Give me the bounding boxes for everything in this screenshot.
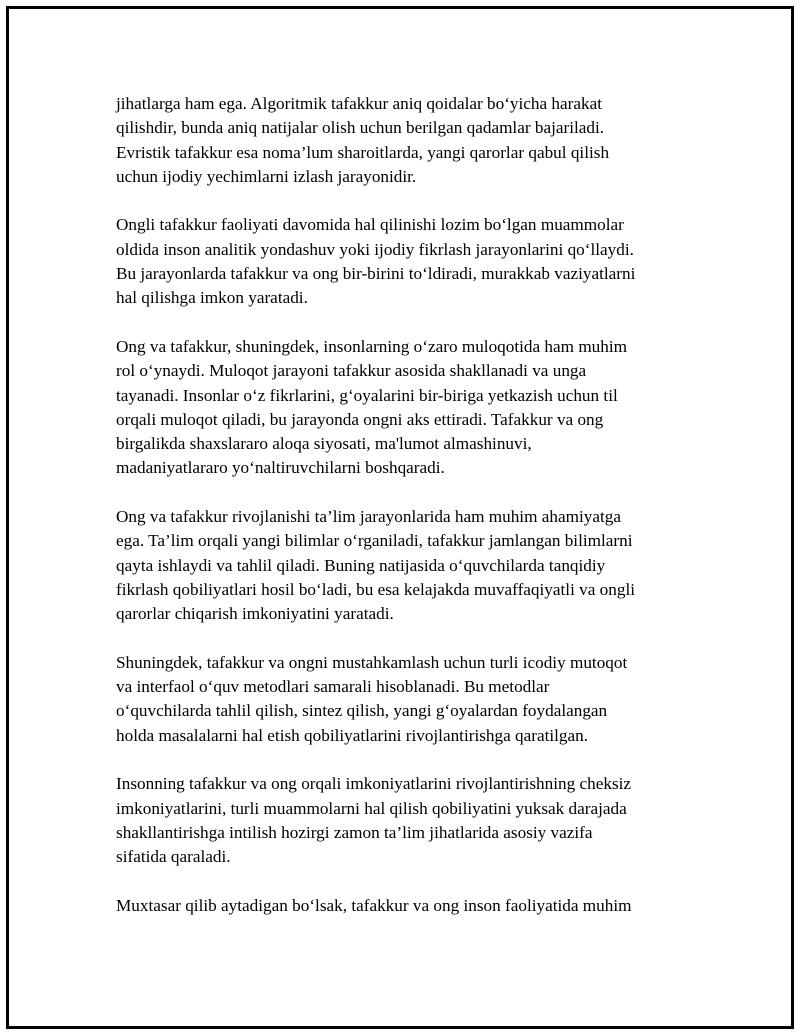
- text-line: Ong va tafakkur, shuningdek, insonlarning o‘zaro muloqotida ham muhim: [116, 336, 628, 356]
- document-body: [116, 92, 686, 942]
- text-line: oldida inson analitik yondashuv yoki ijodiy fikrlash jarayonlarini qo‘llaydi.: [116, 239, 634, 259]
- text-line: birgalikda shaxslararo aloqa siyosati, ma'lumot almashinuvi,: [116, 434, 532, 454]
- text-line: madaniyatlararo yo‘naltiruvchilarni boshqaradi.: [116, 458, 445, 478]
- text-line: va interfaol o‘quv metodlari samarali hisoblanadi. Bu metodlar: [116, 677, 550, 697]
- paragraph-1: [116, 92, 686, 189]
- text-line: orqali muloqot qiladi, bu jarayonda ongni aks ettiradi. Tafakkur va ong: [116, 409, 604, 429]
- paragraph-4: [116, 505, 686, 626]
- paragraph-3: [116, 335, 686, 481]
- text-line: uchun ijodiy yechimlarni izlash jarayonidir.: [116, 166, 417, 186]
- text-line: hal qilishga imkon yaratadi.: [116, 288, 308, 308]
- text-line: sifatida qaraladi.: [116, 847, 231, 867]
- text-line: rol o‘ynaydi. Muloqot jarayoni tafakkur asosida shakllanadi va unga: [116, 361, 587, 381]
- text-line: Insonning tafakkur va ong orqali imkoniyatlarini rivojlantirishning cheksiz: [116, 774, 632, 794]
- text-line: Evristik tafakkur esa noma’lum sharoitlarda, yangi qarorlar qabul qilish: [116, 142, 610, 162]
- text-line: fikrlash qobiliyatlari hosil bo‘ladi, bu esa kelajakda muvaffaqiyatli va ongli: [116, 579, 635, 599]
- text-line: holda masalalarni hal etish qobiliyatlarini rivojlantirishga qaratilgan.: [116, 725, 589, 745]
- text-line: qayta ishlaydi va tahlil qiladi. Buning natijasida o‘quvchilarda tanqidiy: [116, 555, 606, 575]
- text-line: o‘quvchilarda tahlil qilish, sintez qilish, yangi g‘oyalardan foydalangan: [116, 701, 608, 721]
- text-line: ega. Ta’lim orqali yangi bilimlar o‘rganiladi, tafakkur jamlangan bilimlarni: [116, 531, 633, 551]
- text-line: Muxtasar qilib aytadigan bo‘lsak, tafakkur va ong inson faoliyatida muhim: [116, 895, 632, 915]
- text-line: Ong va tafakkur rivojlanishi ta’lim jarayonlarida ham muhim ahamiyatga: [116, 507, 621, 527]
- text-line: shakllantirishga intilish hozirgi zamon ta’lim jihatlarida asosiy vazifa: [116, 822, 593, 842]
- text-line: Shuningdek, tafakkur va ongni mustahkamlash uchun turli icodiy mutoqot: [116, 652, 628, 672]
- text-line: Bu jarayonlarda tafakkur va ong bir-birini to‘ldiradi, murakkab vaziyatlarni: [116, 264, 636, 284]
- text-line: imkoniyatlarini, turli muammolarni hal qilish qobiliyatini yuksak darajada: [116, 798, 627, 818]
- text-line: jihatlarga ham ega. Algoritmik tafakkur aniq qoidalar bo‘yicha harakat: [116, 94, 603, 113]
- paragraph-5: [116, 651, 686, 748]
- paragraph-7: [116, 894, 686, 918]
- text-line: tayanadi. Insonlar o‘z fikrlarini, g‘oyalarini bir-biriga yetkazish uchun til: [116, 385, 618, 405]
- paragraph-2: [116, 213, 686, 310]
- text-line: Ongli tafakkur faoliyati davomida hal qilinishi lozim bo‘lgan muammolar: [116, 215, 624, 235]
- text-line: qarorlar chiqarish imkoniyatini yaratadi.: [116, 604, 394, 624]
- text-line: qilishdir, bunda aniq natijalar olish uchun berilgan qadamlar bajariladi.: [116, 118, 605, 138]
- paragraph-6: [116, 772, 686, 869]
